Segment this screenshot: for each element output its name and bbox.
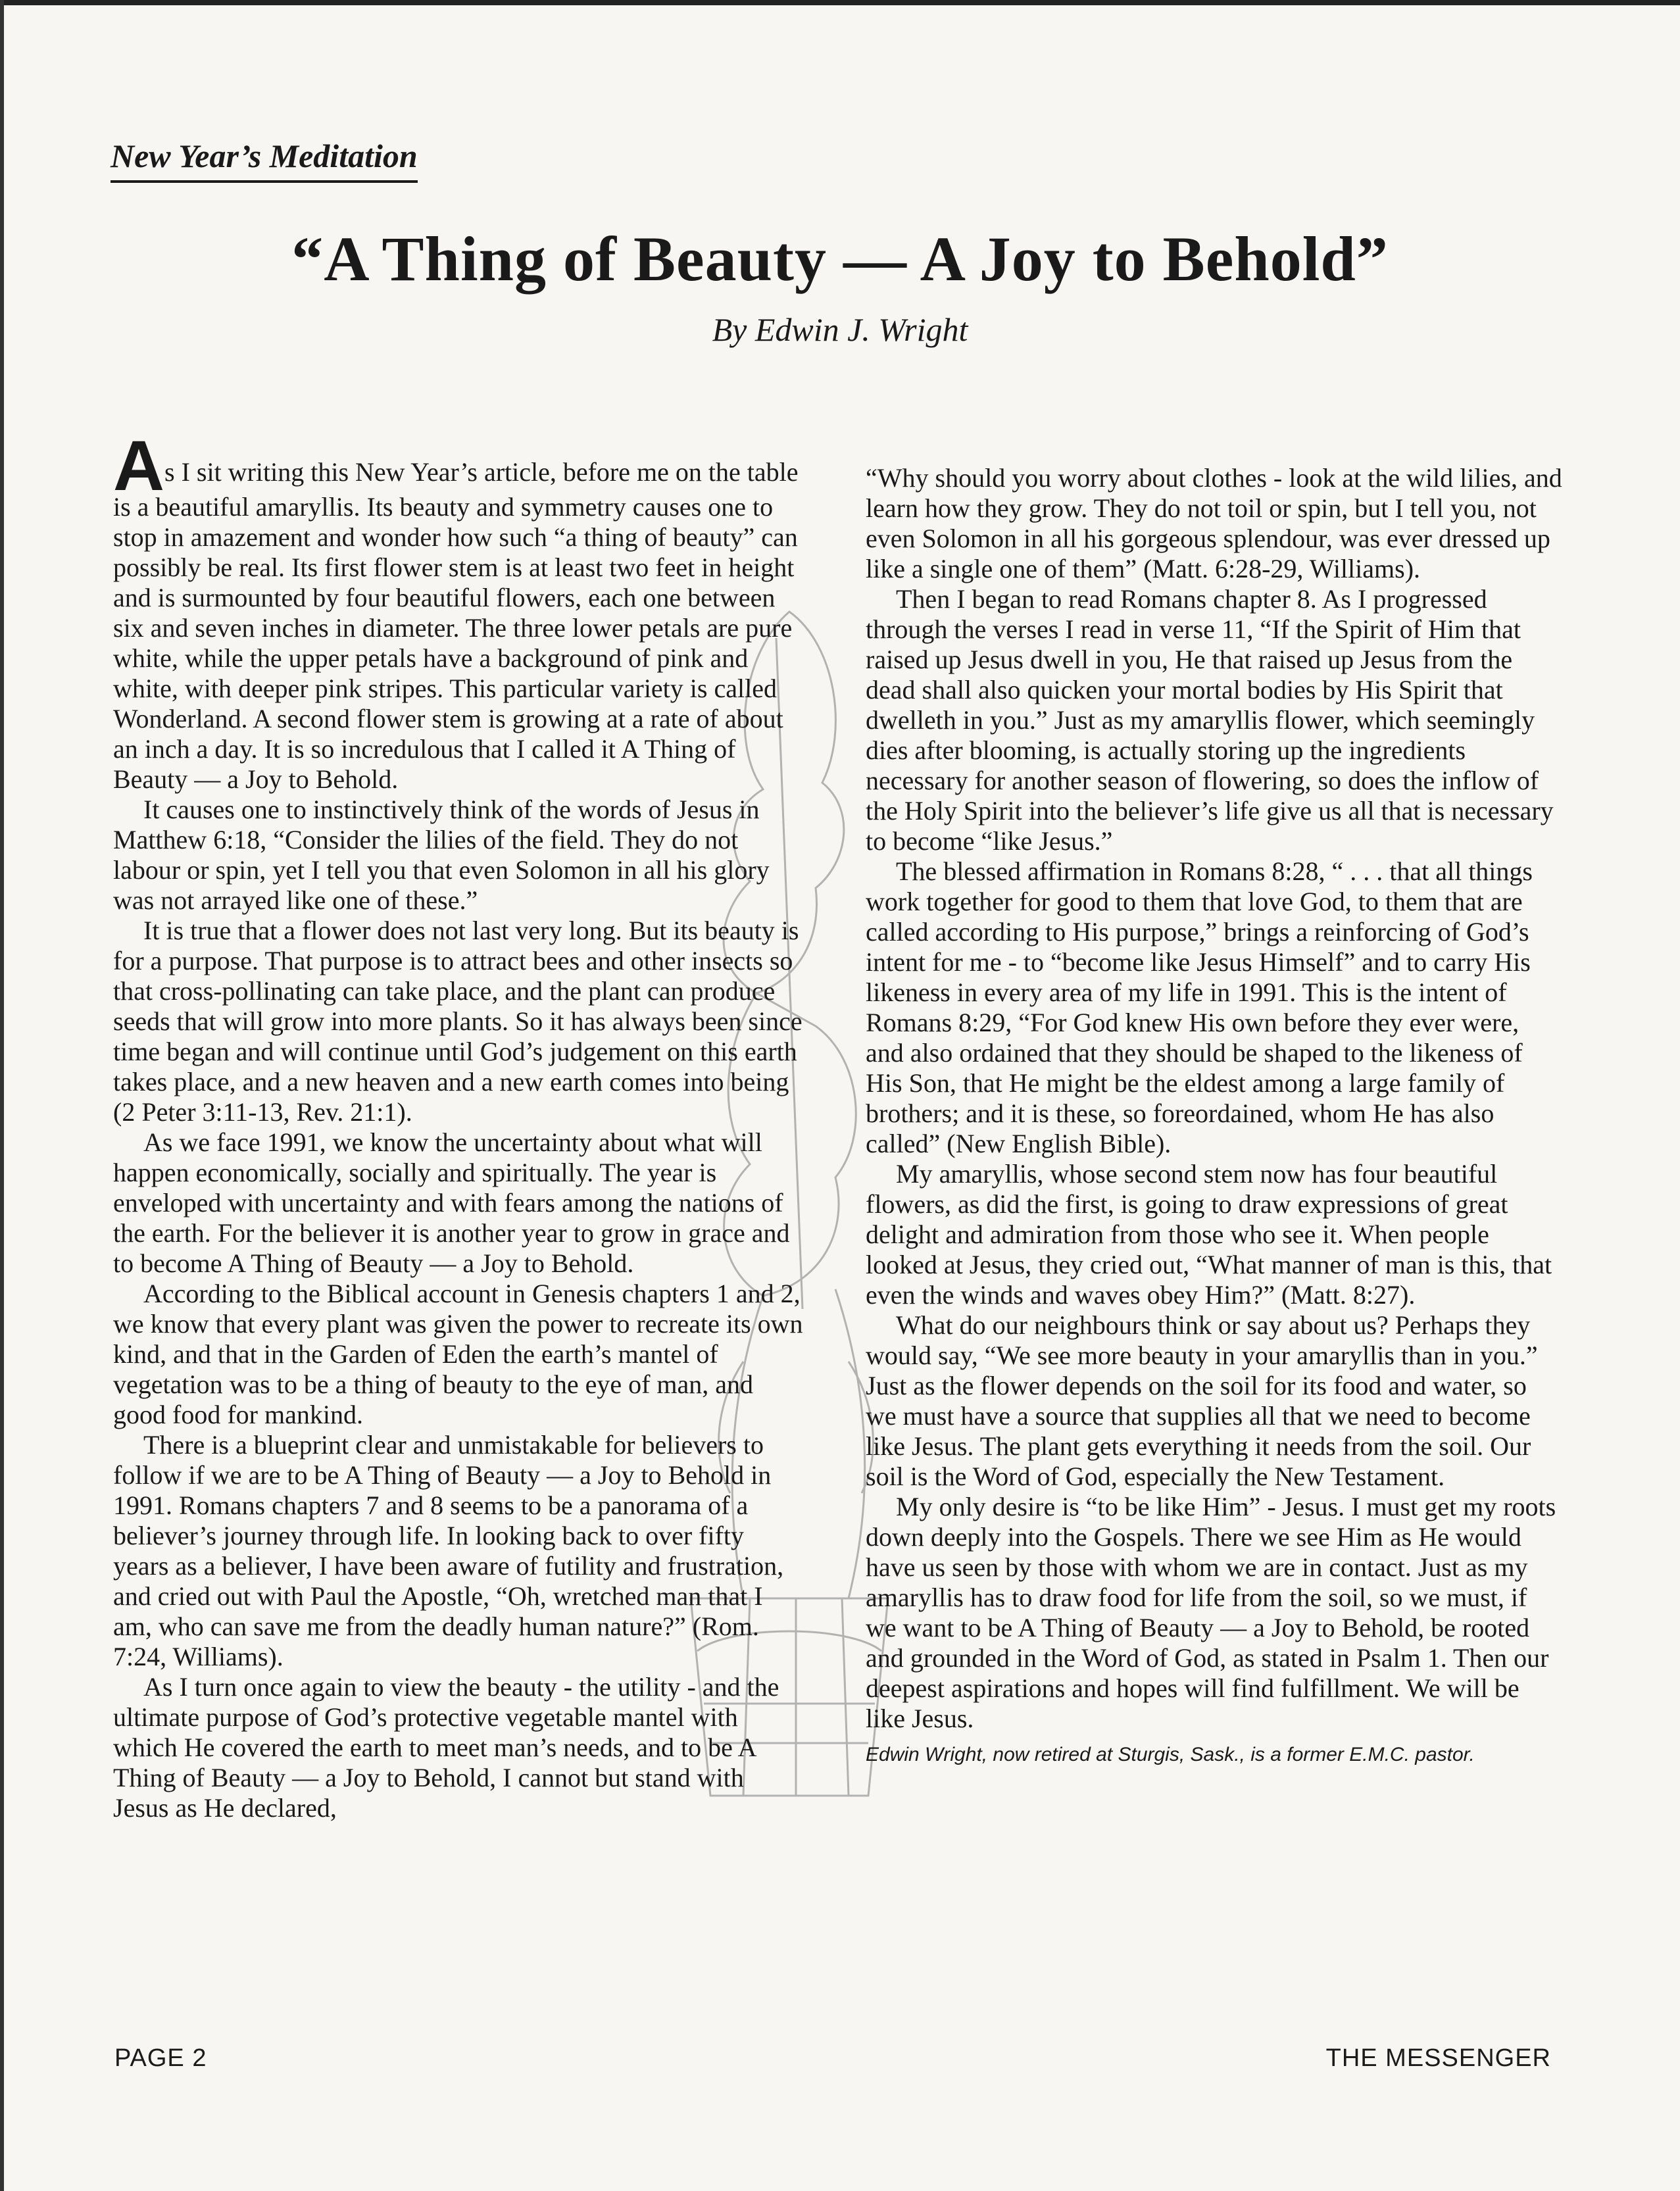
paragraph: It causes one to instinctively think of the words of Jesus in Matthew 6:18, “Consider the lilies of the field. They do not labour or spin, yet I tell you that even Solomon in all his glory was not arrayed like one of these.” xyxy=(113,795,770,915)
paragraph: My only desire is “to be like Him” - Jesus. I must get my roots down deeply into the Gospels. There we see Him as He would have us seen by those with whom we are in contact. Just as my amaryllis has to draw food for life from the soil, so we must, if we want to be A Thing of Beauty — a Joy to Behold, be rooted and grounded in the Word of God, as stated in Psalm 1. Then our deepest aspirations and hopes will find fulfillment. We will be like Jesus. xyxy=(866,1492,1556,1733)
drop-cap: A xyxy=(113,426,164,505)
byline: By Edwin J. Wright xyxy=(712,311,968,348)
paragraph: As I sit writing this New Year’s article, before me on the table is a beautiful amaryllis. Its beauty and symmetry causes one to stop in amazement and wonder how such “a thing of beauty” can possibly be real. Its first flower stem is at least two feet in height and is surmounted by four beautiful flowers, each one between six and seven inches in diameter. The three lower petals are pure white, while the upper petals have a background of pink and white, with deeper pink stripes. This particular variety is called Wonderland. A second flower stem is growing at a rate of about an inch a day. It is so incredulous that I called it A Thing of Beauty — a Joy to Behold. xyxy=(113,426,799,794)
paragraph: The blessed affirmation in Romans 8:28, “ . . . that all things work together for good to them that love God, to them that are called according to His purpose,” brings a reinforcing of God’s intent for me - to “become like Jesus Himself” and to carry His likeness in every area of my life in 1991. This is the intent of Romans 8:29, “For God knew His own before they ever were, and also ordained that they should be shaped to the likeness of His Son, that He might be the eldest among a large family of brothers; and it is these, so foreordained, whom He has also called” (New English Bible). xyxy=(866,856,1533,1158)
right-column xyxy=(866,463,1563,1767)
publication-name: THE MESSENGER xyxy=(1325,2044,1551,2072)
paragraph: My amaryllis, whose second stem now has four beautiful flowers, as did the first, is going to draw expressions of great delight and admiration from those who see it. When people looked at Jesus, they cried out, “What manner of man is this, that even the winds and waves obey Him?” (Matt. 8:27). xyxy=(866,1159,1552,1310)
paragraph: There is a blueprint clear and unmistakable for believers to follow if we are to be A Thing of Beauty — a Joy to Behold in 1991. Romans chapters 7 and 8 seems to be a panorama of a believer’s journey through life. In looking back to over fifty years as a believer, I have been aware of futility and frustration, and cried out with Paul the Apostle, “Oh, wretched man that I am, who can save me from the deadly human nature?” (Rom. 7:24, Williams). xyxy=(113,1430,784,1671)
paragraph: “Why should you worry about clothes - look at the wild lilies, and learn how they grow. They do not toil or spin, but I tell you, not even Solomon in all his gorgeous splendour, was ever dressed up like a single one of them” (Matt. 6:28-29, Williams). xyxy=(866,463,1562,583)
paragraph: It is true that a flower does not last very long. But its beauty is for a purpose. That purpose is to attract bees and other insects so that cross-pollinating can take place, and the plant can produce seeds that will grow into more plants. So it has always been since time began and will continue until God’s judgement on this earth takes place, and a new heaven and a new earth comes into being (2 Peter 3:11-13, Rev. 21:1). xyxy=(113,916,803,1127)
author-note: Edwin Wright, now retired at Sturgis, Sask., is a former E.M.C. pastor. xyxy=(866,1744,1475,1765)
section-label: New Year’s Meditation xyxy=(111,137,418,183)
paragraph: What do our neighbours think or say about us? Perhaps they would say, “We see more beauty in your amaryllis than in you.” Just as the flower depends on the soil for its food and water, so we must have a source that supplies all that we need to become like Jesus. The plant gets everything it needs from the soil. Our soil is the Word of God, especially the New Testament. xyxy=(866,1310,1538,1491)
paragraph: According to the Biblical account in Genesis chapters 1 and 2, we know that every plant was given the power to recreate its own kind, and that in the Garden of Eden the earth’s mantel of vegetation was to be a thing of beauty to the eye of man, and good food for mankind. xyxy=(113,1279,803,1429)
paragraph: As I turn once again to view the beauty - the utility - and the ultimate purpose of God’s protective vegetable mantel with which He covered the earth to meet man’s needs, and to be A Thing of Beauty — a Joy to Behold, I cannot but stand with Jesus as He declared, xyxy=(113,1672,779,1823)
page-number: PAGE 2 xyxy=(114,2044,207,2072)
article-title: “A Thing of Beauty — A Joy to Behold” xyxy=(291,224,1389,294)
paragraph: As we face 1991, we know the uncertainty about what will happen economically, socially and spiritually. The year is enveloped with uncertainty and with fears among the nations of the earth. For the believer it is another year to grow in grace and to become A Thing of Beauty — a Joy to Behold. xyxy=(113,1127,790,1278)
paragraph: Then I began to read Romans chapter 8. As I progressed through the verses I read in verse 11, “If the Spirit of Him that raised up Jesus dwell in you, He that raised up Jesus from the dead shall also quicken your mortal bodies by His Spirit that dwelleth in you.” Just as my amaryllis flower, which seemingly dies after blooming, is actually storing up the ingredients necessary for another season of flowering, so does the inflow of the Holy Spirit into the believer’s life give us all that is necessary to become “like Jesus.” xyxy=(866,584,1554,856)
page-edge xyxy=(0,0,1680,5)
left-column xyxy=(113,426,804,1823)
